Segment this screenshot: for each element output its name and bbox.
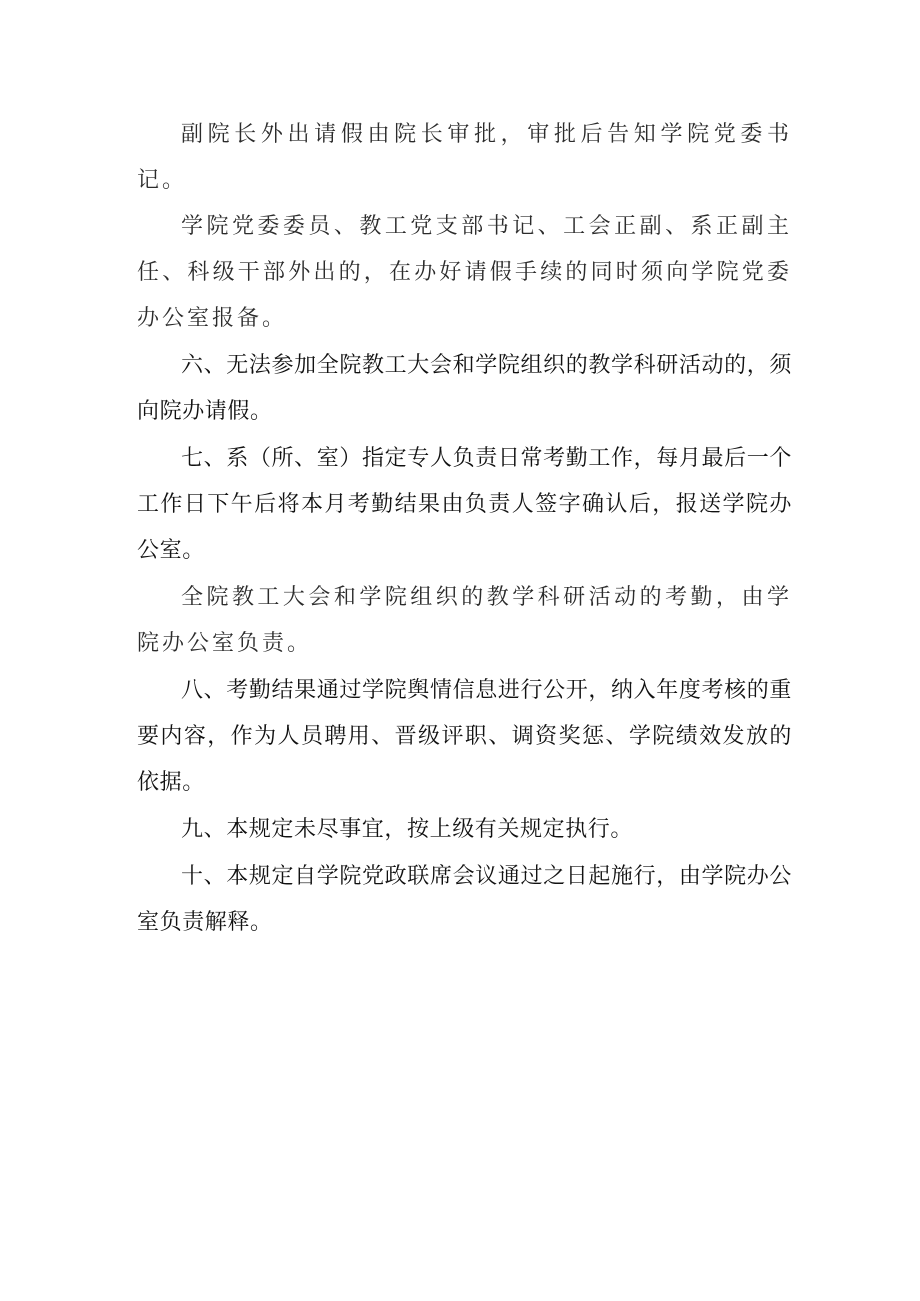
paragraph-item-6: 六、无法参加全院教工大会和学院组织的教学科研活动的，须向院办请假。	[137, 353, 792, 424]
paragraph-cadre-leave-report: 学院党委委员、教工党支部书记、工会正副、系正副主任、科级干部外出的，在办好请假手续的同时须向学院党委办公室报备。	[137, 214, 792, 331]
paragraph-meeting-attendance: 全院教工大会和学院组织的教学科研活动的考勤，由学院办公室负责。	[137, 585, 792, 656]
document-body	[137, 112, 792, 946]
paragraph-item-10: 十、本规定自学院党政联席会议通过之日起施行，由学院办公室负责解释。	[137, 864, 792, 935]
paragraph-item-7: 七、系（所、室）指定专人负责日常考勤工作，每月最后一个工作日下午后将本月考勤结果由负责人签字确认后，报送学院办公室。	[137, 446, 792, 563]
paragraph-item-8: 八、考勤结果通过学院舆情信息进行公开，纳入年度考核的重要内容，作为人员聘用、晋级评职、调资奖惩、学院绩效发放的依据。	[137, 678, 792, 795]
paragraph-vice-dean-leave: 副院长外出请假由院长审批，审批后告知学院党委书记。	[137, 122, 792, 193]
paragraph-item-9: 九、本规定未尽事宜，按上级有关规定执行。	[181, 817, 634, 842]
